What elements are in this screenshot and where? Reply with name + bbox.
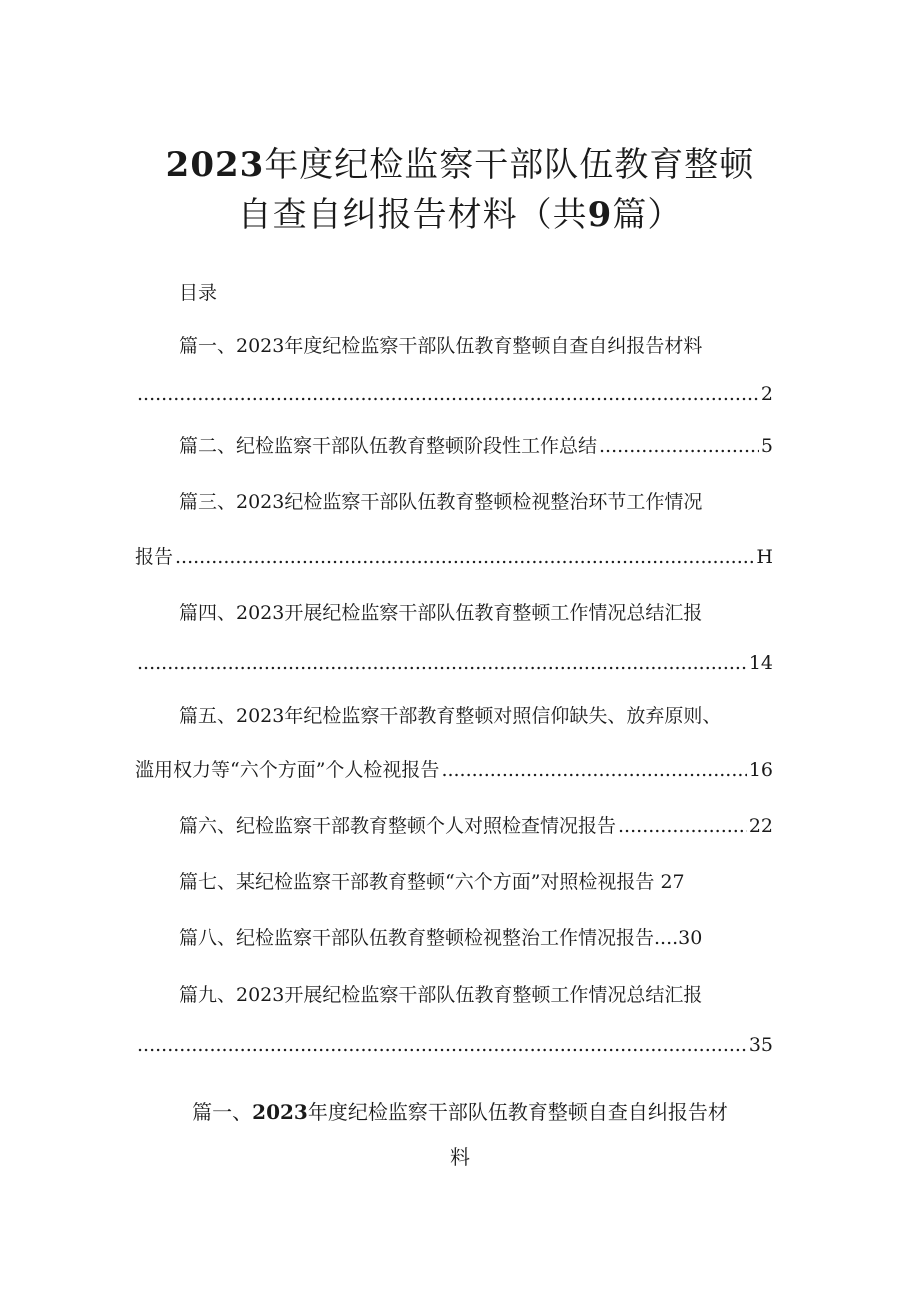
toc-label: 目录 xyxy=(179,282,218,304)
toc-entry-9-text[interactable]: 篇九、2023开展纪检监察干部队伍教育整顿工作情况总结汇报 xyxy=(179,984,703,1006)
toc-entry-2-text: 篇二、纪检监察干部队伍教育整顿阶段性工作总结 xyxy=(179,435,598,457)
toc-entry-8-text[interactable]: 篇八、纪检监察干部队伍教育整顿检视整治工作情况报告....30 xyxy=(179,927,703,949)
title-year: 2023 xyxy=(165,145,265,185)
section-year: 2023 xyxy=(252,1100,308,1124)
toc-entry-7-text[interactable]: 篇七、某纪检监察干部教育整顿“六个方面”对照检视报告 27 xyxy=(179,871,685,893)
section-prefix: 篇一、 xyxy=(192,1100,253,1124)
title-text-2-post: 篇） xyxy=(612,195,683,235)
dot-leader xyxy=(599,434,759,458)
toc-entry-2-page: 5 xyxy=(760,435,773,457)
document-title-line-2 xyxy=(0,187,920,236)
toc-entry-6-page: 22 xyxy=(748,815,773,837)
dot-leader xyxy=(137,651,747,675)
title-count: 9 xyxy=(587,195,613,235)
section-heading-line-1 xyxy=(0,1096,920,1125)
toc-entry-6-text: 篇六、纪检监察干部教育整顿个人对照检查情况报告 xyxy=(179,815,617,837)
toc-entry-9-leader[interactable] xyxy=(135,1033,773,1057)
toc-entry-5-text-2: 滥用权力等“六个方面”个人检视报告 xyxy=(135,759,440,781)
section-text: 年度纪检监察干部队伍教育整顿自查自纠报告材 xyxy=(307,1100,728,1124)
dot-leader xyxy=(618,814,747,838)
dot-leader xyxy=(175,545,754,569)
title-text-1: 年度纪检监察干部队伍教育整顿 xyxy=(264,145,755,185)
toc-entry-1-page: 2 xyxy=(760,383,773,405)
toc-entry-4-leader[interactable] xyxy=(135,651,773,675)
toc-entry-1-leader[interactable] xyxy=(135,382,773,406)
toc-entry-4-text[interactable]: 篇四、2023开展纪检监察干部队伍教育整顿工作情况总结汇报 xyxy=(179,602,703,624)
toc-entry-3-text-2: 报告 xyxy=(135,546,174,568)
title-text-2-pre: 自查自纠报告材料（共 xyxy=(237,195,588,235)
toc-entry-3-leader[interactable] xyxy=(135,545,773,569)
toc-entry-2[interactable] xyxy=(179,434,773,458)
toc-entry-3-page: H xyxy=(756,546,773,568)
section-heading-line-2: 料 xyxy=(450,1145,470,1169)
toc-entry-5-text[interactable]: 篇五、2023年纪检监察干部教育整顿对照信仰缺失、放弃原则、 xyxy=(179,705,722,727)
toc-entry-5-leader[interactable] xyxy=(135,758,773,782)
dot-leader xyxy=(137,1033,747,1057)
toc-entry-9-page: 35 xyxy=(748,1034,773,1056)
document-title-line-1 xyxy=(0,137,920,186)
toc-entry-1-text[interactable]: 篇一、2023年度纪检监察干部队伍教育整顿自查自纠报告材料 xyxy=(179,335,703,357)
dot-leader xyxy=(137,382,759,406)
toc-entry-6[interactable] xyxy=(179,814,773,838)
dot-leader xyxy=(441,758,746,782)
toc-entry-3-text[interactable]: 篇三、2023纪检监察干部队伍教育整顿检视整治环节工作情况 xyxy=(179,491,703,513)
toc-entry-5-page: 16 xyxy=(748,759,773,781)
toc-entry-4-page: 14 xyxy=(748,652,773,674)
